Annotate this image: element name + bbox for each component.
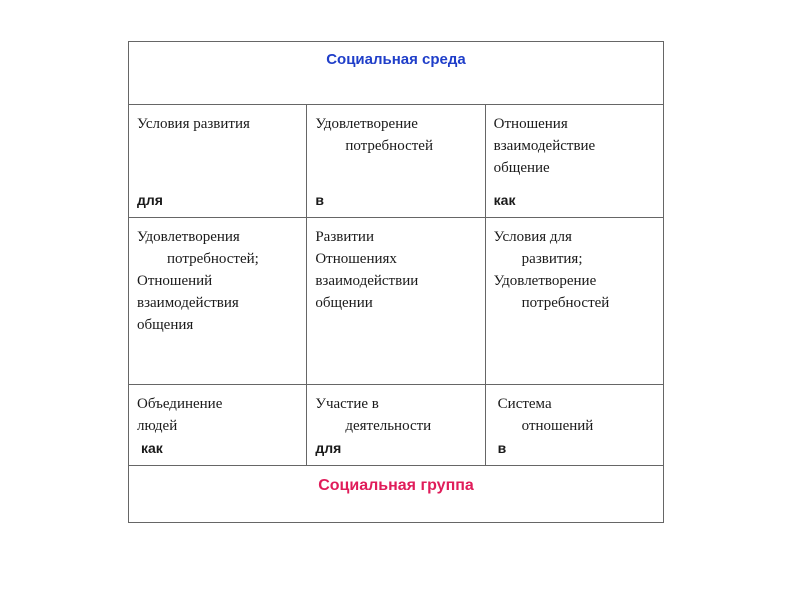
header-title: Социальная среда (326, 51, 466, 68)
footer-cell (129, 466, 664, 523)
cell-keyword: для (137, 192, 163, 208)
cell-text: Участие в (315, 396, 379, 412)
table-cell (129, 218, 307, 385)
cell-text: Удовлетворение (315, 116, 418, 132)
table-cell (307, 218, 485, 385)
header-cell (129, 42, 664, 105)
cell-text: Отношения (493, 116, 568, 132)
cell-keyword: в (315, 192, 324, 208)
cell-text: взаимодействии (315, 273, 419, 289)
cell-text: отношений (521, 418, 594, 434)
cell-text: Система (497, 396, 552, 412)
table-cell (485, 218, 663, 385)
cell-text: общения (137, 317, 194, 333)
table-cell (307, 385, 485, 466)
cell-text: деятельности (345, 418, 432, 434)
cell-keyword: как (493, 192, 516, 208)
table-cell (129, 385, 307, 466)
table-cell (129, 105, 307, 218)
table-cell (485, 385, 663, 466)
cell-text: Отношений (137, 273, 213, 289)
table-cell (307, 105, 485, 218)
cell-text: Удовлетворение (493, 273, 597, 289)
footer-title: Социальная группа (318, 477, 474, 494)
cell-text: Развитии (315, 229, 374, 245)
table-cell (485, 105, 663, 218)
cell-text: Удовлетворения (137, 229, 240, 245)
cell-text: Условия для (493, 229, 572, 245)
cell-text: потребностей; (167, 251, 259, 267)
table-row (129, 385, 664, 466)
cell-text: взаимодействие (493, 138, 596, 154)
cell-keyword: как (141, 440, 163, 456)
social-environment-table (128, 41, 664, 521)
cell-keyword: для (315, 440, 342, 456)
cell-text: взаимодействия (137, 295, 239, 311)
cell-keyword: в (497, 440, 507, 456)
table-row (129, 105, 664, 218)
cell-text: людей (137, 418, 178, 434)
cell-text: развития; (521, 251, 583, 267)
cell-text: Объединение (137, 396, 223, 412)
cell-text: общение (493, 160, 550, 176)
table-row (129, 218, 664, 385)
cell-text: потребностей (521, 295, 610, 311)
cell-text: общении (315, 295, 373, 311)
cell-text: Отношениях (315, 251, 397, 267)
cell-text: потребностей (345, 138, 433, 154)
cell-text: Условия развития (137, 116, 250, 132)
table (128, 41, 664, 523)
